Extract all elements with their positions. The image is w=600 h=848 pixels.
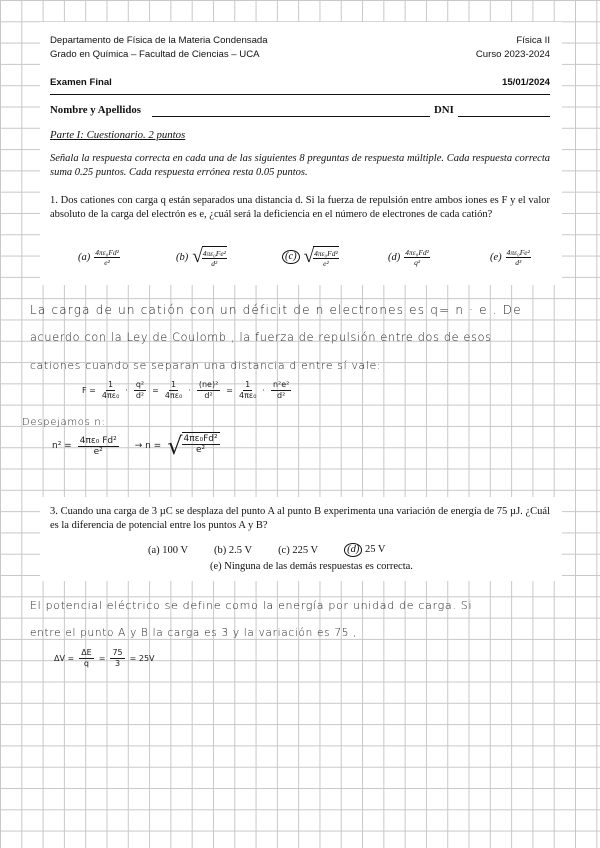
eq1-equals: = (152, 386, 159, 395)
eq1-t6n: n²e² (272, 380, 290, 389)
eq1-t2d: d² (135, 391, 145, 400)
eq2-lhs: n² = (52, 441, 72, 451)
eq3-d1: q (83, 659, 89, 668)
q1-option-b-letter: (b) (176, 251, 189, 263)
q3-option-e: (e) Ninguna de las demás respuestas es correcta. (210, 561, 413, 572)
eq1-t4d: d² (204, 391, 213, 400)
sqrt-symbol: √ (192, 246, 203, 267)
question-3-text: 3. Cuando una carga de 3 µC se desplaza del punto A al punto B experimenta una variación de energía de 75 µJ. ¿Cuál es la diferencia de potencial entre los puntos A y B? (50, 506, 550, 531)
name-line (152, 116, 430, 117)
q1-option-b (176, 246, 227, 268)
handwritten-line-3: cationes cuando se separan una distancia d entre sí vale: (30, 359, 382, 372)
q1-option-a-num: 4πε₀Fd² (95, 248, 119, 257)
exam-sheet-question-3 (40, 497, 562, 581)
eq2-den: e² (93, 446, 103, 457)
q1-option-d (388, 248, 430, 267)
q3-option-b: (b) 2.5 V (214, 544, 253, 556)
q1-option-a (78, 248, 120, 267)
sqrt-symbol: √ (167, 432, 183, 460)
eq1-f: F = (82, 386, 96, 395)
eq1-t4n: (ne)² (198, 380, 219, 389)
eq3-n1: ΔE (81, 648, 92, 657)
q1-option-d-num: 4πε₀Fd² (405, 248, 429, 257)
q1-option-c-num: 4πε₀Fd² (314, 249, 338, 258)
eq1-dot: · (188, 386, 191, 395)
eq2-arrow: → n = (134, 441, 162, 451)
exam-sheet-top (40, 22, 562, 285)
handwritten-line-2: acuerdo con la Ley de Coulomb , la fuerza de repulsión entre dos de esos (30, 331, 492, 344)
handwritten-despejamos: Despejamos n: (22, 417, 106, 428)
q1-option-c (282, 246, 339, 268)
eq1-equals: = (226, 386, 233, 395)
q1-option-a-letter: (a) (78, 252, 91, 263)
eq2-rden: e² (196, 445, 206, 455)
eq1-t2n: q² (135, 380, 145, 389)
eq1-t1d: 4πε₀ (101, 391, 120, 400)
q1-option-a-den: e² (104, 258, 110, 267)
exam-date: 15/01/2024 (501, 77, 550, 88)
eq1-t1n: 1 (108, 380, 114, 389)
eq1-dot: · (262, 386, 265, 395)
q1-option-e (490, 248, 531, 267)
part1-title: Parte I: Cuestionario. 2 puntos (50, 129, 186, 141)
q1-option-b-num: 4πε₀Fe² (202, 249, 226, 258)
degree-name: Grado en Química – Facultad de Ciencias – UCA (50, 49, 260, 60)
header-divider (50, 94, 550, 95)
dni-label: DNI (434, 104, 454, 116)
q1-option-d-letter: (d) (388, 252, 401, 263)
eq3-d2: 3 (114, 659, 121, 668)
handwritten-equation-2 (52, 432, 220, 460)
dni-line (458, 116, 550, 117)
q1-option-e-letter: (e) (490, 252, 502, 263)
q3-options-row (148, 543, 386, 557)
eq3-n2: 75 (112, 648, 123, 657)
eq2-num: 4πε₀ Fd² (79, 435, 117, 446)
eq1-t3d: 4πε₀ (164, 391, 183, 400)
eq3-lhs: ΔV = (54, 654, 75, 663)
eq1-t6d: d² (277, 391, 286, 400)
q1-option-e-den: d³ (515, 258, 522, 267)
name-label: Nombre y Apellidos (50, 104, 141, 116)
handwritten-equation-1 (82, 380, 291, 401)
subject-name: Física II (516, 35, 550, 46)
eq1-t5n: 1 (245, 380, 251, 389)
q1-option-d-den: q² (414, 258, 421, 267)
department-name: Departamento de Física de la Materia Condensada (50, 35, 268, 46)
handwritten-line-5: entre el punto A y B la carga es 3 y la variación es 75 , (30, 627, 358, 639)
eq1-dot: · (125, 386, 128, 395)
exam-title: Examen Final (50, 77, 112, 88)
sqrt-symbol: √ (303, 246, 315, 267)
handwritten-line-4: El potencial eléctrico se define como la energía por unidad de carga. Si (30, 599, 473, 612)
q3-option-d (344, 543, 385, 557)
q1-option-c-letter-circled: (c) (282, 250, 300, 264)
q3-option-a: (a) 100 V (148, 544, 189, 556)
eq2-rnum: 4πε₀Fd² (183, 434, 218, 444)
handwritten-equation-3 (54, 648, 155, 669)
q3-option-d-letter-circled: (d) (344, 543, 362, 557)
q1-option-b-den: d² (211, 259, 218, 268)
eq3-equals: = (98, 654, 106, 663)
q1-option-e-num: 4πε₀Fe² (506, 248, 530, 257)
q3-option-d-value: 25 V (364, 544, 386, 555)
eq1-t5d: 4πε₀ (238, 391, 257, 400)
eq3-rhs: = 25V (129, 654, 155, 663)
q1-option-c-den: e² (323, 259, 329, 268)
question-1-text: 1. Dos cationes con carga q están separados una distancia d. Si la fuerza de repulsión entre ambos iones es F y el valor absoluto de la carga del electrón es e, ¿cuál será la deficiencia en el número de electrones de cada catión? (50, 195, 550, 220)
q3-option-c: (c) 225 V (278, 544, 319, 556)
eq1-t3n: 1 (171, 380, 177, 389)
handwritten-line-1: La carga de un catión con un déficit de n electrones es q= n · e . De (30, 303, 522, 317)
part1-instructions: Señala la respuesta correcta en cada una de las siguientes 8 preguntas de respuesta múltiple. Cada respuesta correcta suma 0.25 puntos. Cada respuesta errónea resta 0.05 puntos. (50, 153, 550, 178)
course-year: Curso 2023-2024 (475, 49, 550, 60)
